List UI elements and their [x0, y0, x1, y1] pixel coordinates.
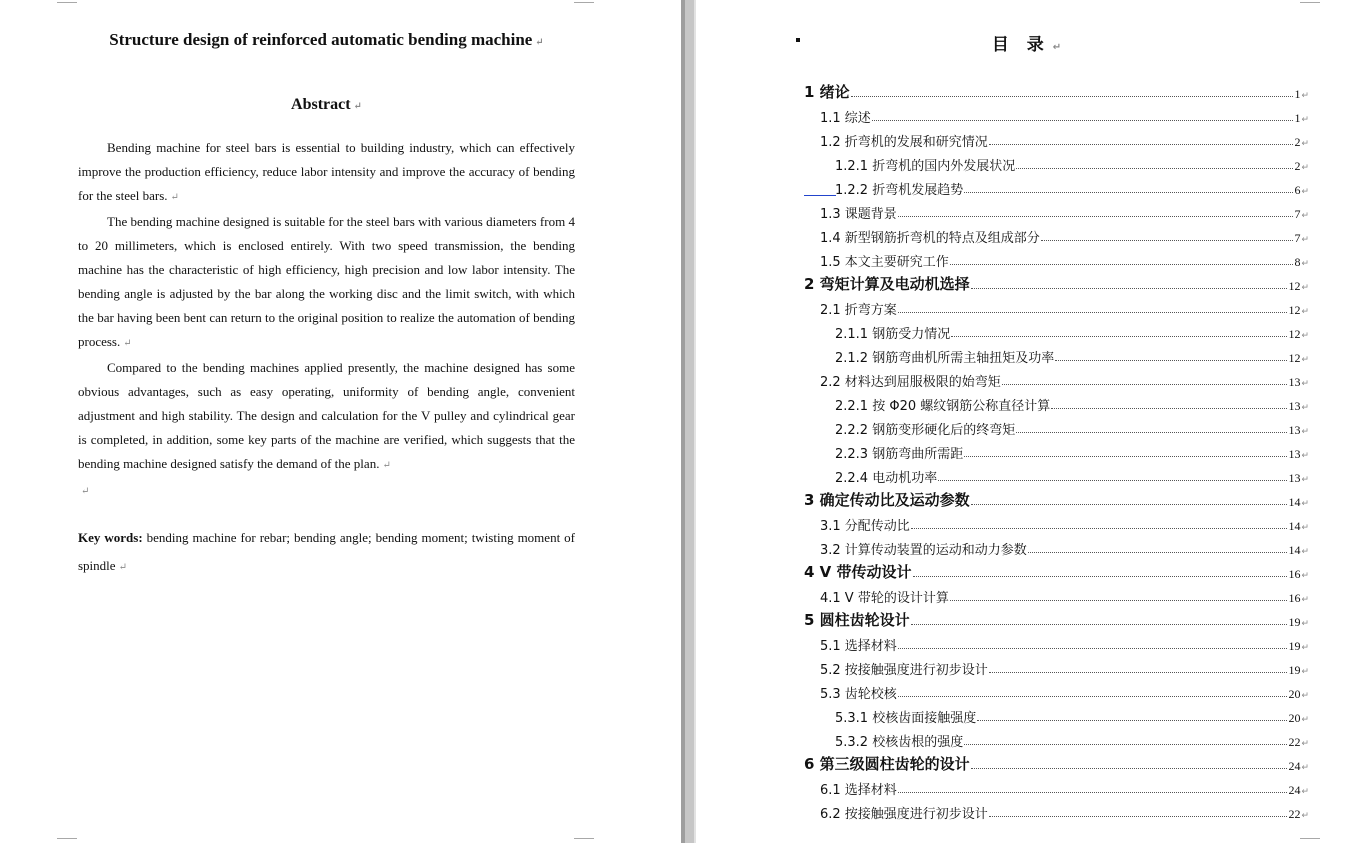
- toc-page-number: 12↵: [1288, 327, 1309, 341]
- toc-leader-dots: [989, 672, 1288, 673]
- keywords: Key words: bending machine for rebar; bending angle; bending moment; twisting moment of spindle ↵: [78, 530, 575, 573]
- toc-page-number: 13↵: [1288, 375, 1309, 389]
- paragraph-mark: ↵: [1301, 546, 1309, 556]
- paragraph-mark: ↵: [1301, 594, 1309, 604]
- toc-page-number: 1↵: [1294, 111, 1309, 125]
- toc-entry[interactable]: [820, 198, 1309, 222]
- paragraph-mark: ↵: [1301, 714, 1309, 724]
- paragraph-mark: ↵: [1301, 738, 1309, 748]
- toc-entry[interactable]: [804, 486, 1309, 510]
- crop-mark: [57, 2, 77, 3]
- toc-leader-dots: [971, 768, 1288, 769]
- toc-entry-text: 1.1 综述: [820, 111, 871, 126]
- paragraph-mark: ↵: [1301, 426, 1309, 436]
- toc-leader-dots: [898, 216, 1294, 217]
- toc-leader-dots: [951, 336, 1287, 337]
- abstract-page: [0, 0, 681, 843]
- toc-entry[interactable]: [835, 438, 1309, 462]
- toc-entry-text: 4 V 带传动设计: [804, 563, 912, 581]
- toc-page-number: 13↵: [1288, 471, 1309, 485]
- toc-page-number: 16↵: [1288, 591, 1309, 605]
- crop-mark: [574, 2, 594, 3]
- text-cursor: [804, 195, 836, 196]
- toc-entry-text: 4.1 V 带轮的设计计算: [820, 591, 949, 606]
- toc-entry[interactable]: [820, 798, 1309, 822]
- toc-leader-dots: [1016, 168, 1293, 169]
- toc-entry-text: 5.3.2 校核齿根的强度: [835, 735, 964, 750]
- toc-entry[interactable]: [820, 582, 1309, 606]
- toc-page-number: 2↵: [1294, 159, 1309, 173]
- paragraph-mark: ↵: [1301, 690, 1309, 700]
- toc-page-number: 22↵: [1288, 807, 1309, 821]
- keywords-text: bending machine for rebar; bending angle; bending moment; twisting moment of spindle: [78, 530, 575, 573]
- toc-entry-text: 5.1 选择材料: [820, 639, 897, 654]
- toc-page-number: 19↵: [1288, 615, 1309, 629]
- toc-entry-text: 2.2.4 电动机功率: [835, 471, 938, 486]
- paragraph-mark: ↵: [1301, 810, 1309, 820]
- paragraph-mark: ↵: [1301, 138, 1309, 148]
- toc-entry[interactable]: [835, 726, 1309, 750]
- paragraph-mark: ↵: [1301, 762, 1309, 772]
- toc-entry[interactable]: [820, 654, 1309, 678]
- toc-leader-dots: [977, 720, 1287, 721]
- toc-entry[interactable]: [835, 174, 1309, 198]
- toc-page-number: 8↵: [1294, 255, 1309, 269]
- toc-page: [696, 0, 1363, 843]
- toc-entry[interactable]: [820, 222, 1309, 246]
- toc-leader-dots: [964, 192, 1293, 193]
- abstract-paragraph: Compared to the bending machines applied presently, the machine designed has some obvious advantages, such as easy operating, uniformity of bending angle, convenient adjustment and high stability. The design and calculation for the V pulley and cylindrical gear is completed, in addition, some key parts of the machine are verified, which suggests that the bending machine designed satisfy the demand of the plan. ↵: [78, 360, 575, 471]
- toc-entry[interactable]: [804, 606, 1309, 630]
- toc-entry-text: 2 弯矩计算及电动机选择: [804, 275, 970, 293]
- paragraph-mark: ↵: [1301, 162, 1309, 172]
- paragraph-mark: ↵: [1301, 570, 1309, 580]
- toc-entry[interactable]: [804, 750, 1309, 774]
- toc-leader-dots: [938, 480, 1287, 481]
- toc-entry-text: 1.4 新型钢筋折弯机的特点及组成部分: [820, 231, 1040, 246]
- toc-entry-text: 5.2 按接触强度进行初步设计: [820, 663, 988, 678]
- paragraph-mark: ↵: [1301, 474, 1309, 484]
- toc-page-number: 24↵: [1288, 783, 1309, 797]
- toc-entry[interactable]: [835, 414, 1309, 438]
- toc-leader-dots: [1041, 240, 1294, 241]
- toc-entry[interactable]: [820, 534, 1309, 558]
- toc-page-number: 19↵: [1288, 663, 1309, 677]
- toc-entry-text: 1.2.1 折弯机的国内外发展状况: [835, 159, 1016, 174]
- toc-page-number: 7↵: [1294, 231, 1309, 245]
- toc-page-number: 13↵: [1288, 447, 1309, 461]
- toc-leader-dots: [964, 456, 1287, 457]
- toc-entry-text: 3 确定传动比及运动参数: [804, 491, 970, 509]
- toc-leader-dots: [971, 504, 1288, 505]
- toc-leader-dots: [872, 120, 1294, 121]
- paragraph-mark: ↵: [1301, 234, 1309, 244]
- toc-entry[interactable]: [820, 510, 1309, 534]
- toc-page-number: 13↵: [1288, 423, 1309, 437]
- toc-leader-dots: [1051, 408, 1287, 409]
- toc-entry[interactable]: [835, 150, 1309, 174]
- paragraph-mark: ↵: [1301, 306, 1309, 316]
- toc-page-number: 16↵: [1288, 567, 1309, 581]
- toc-entry-text: 2.2 材料达到屈服极限的始弯矩: [820, 375, 1001, 390]
- page-gutter: [681, 0, 696, 843]
- toc-entry[interactable]: [804, 558, 1309, 582]
- paragraph-mark: ↵: [1301, 450, 1309, 460]
- toc-page-number: 22↵: [1288, 735, 1309, 749]
- paragraph-mark: ↵: [1301, 618, 1309, 628]
- crop-mark: [57, 838, 77, 839]
- toc-page-number: 12↵: [1288, 351, 1309, 365]
- toc-page-number: 7↵: [1294, 207, 1309, 221]
- toc-page-number: 20↵: [1288, 711, 1309, 725]
- toc-entry[interactable]: [820, 126, 1309, 150]
- toc-entry-text: 2.1.2 钢筋弯曲机所需主轴扭矩及功率: [835, 351, 1055, 366]
- toc-leader-dots: [898, 648, 1288, 649]
- toc-leader-dots: [851, 96, 1294, 97]
- abstract-paragraph: The bending machine designed is suitable for the steel bars with various diameters from 4 to 20 millimeters, which is enclosed entirely. With two speed transmission, the bending machine has the characteristic of high efficiency, high precision and low labor intensity. The bending angle is adjusted by the bar along the working disc and the limit switch, with which the bar having been bent can return to the original position to realize the automation of bending process. ↵: [78, 214, 575, 349]
- toc-entry-text: 6.2 按接触强度进行初步设计: [820, 807, 988, 822]
- toc-leader-dots: [989, 144, 1294, 145]
- paragraph-mark: ↵: [1301, 642, 1309, 652]
- paragraph-mark: ↵: [1301, 210, 1309, 220]
- paragraph-mark: ↵: [1301, 522, 1309, 532]
- toc-entry[interactable]: [820, 774, 1309, 798]
- paragraph-mark: ↵: [1301, 498, 1309, 508]
- toc-leader-dots: [898, 696, 1288, 697]
- abstract-body: [78, 136, 575, 502]
- toc-page-number: 12↵: [1288, 303, 1309, 317]
- keywords-label: Key words:: [78, 530, 143, 545]
- toc-leader-dots: [950, 600, 1288, 601]
- toc-leader-dots: [950, 264, 1294, 265]
- abstract-heading: Abstract ↵: [291, 96, 362, 113]
- paragraph-mark: ↵: [1301, 402, 1309, 412]
- toc-entry-text: 2.1.1 钢筋受力情况: [835, 327, 951, 342]
- toc-leader-dots: [911, 624, 1288, 625]
- toc-entry[interactable]: [835, 318, 1309, 342]
- toc-leader-dots: [989, 816, 1288, 817]
- toc-entry[interactable]: [820, 294, 1309, 318]
- toc-leader-dots: [1016, 432, 1287, 433]
- toc-entry-text: 5 圆柱齿轮设计: [804, 611, 910, 629]
- crop-mark: [574, 838, 594, 839]
- toc-entry[interactable]: [804, 270, 1309, 294]
- toc-page-number: 12↵: [1288, 279, 1309, 293]
- toc-page-number: 2↵: [1294, 135, 1309, 149]
- toc-page-number: 19↵: [1288, 639, 1309, 653]
- paragraph-mark: ↵: [1301, 186, 1309, 196]
- toc-entry[interactable]: [835, 702, 1309, 726]
- paragraph-mark: ↵: [1301, 90, 1309, 100]
- toc-leader-dots: [964, 744, 1287, 745]
- toc-entry[interactable]: [820, 630, 1309, 654]
- toc-page-number: 1↵: [1294, 87, 1309, 101]
- toc-entry-text: 2.2.3 钢筋弯曲所需距: [835, 447, 964, 462]
- toc-entry[interactable]: [835, 342, 1309, 366]
- toc-entry[interactable]: [820, 246, 1309, 270]
- paragraph-mark: ↵: [1301, 330, 1309, 340]
- toc-entry-text: 5.3 齿轮校核: [820, 687, 897, 702]
- document-title: Structure design of reinforced automatic bending machine ↵: [109, 30, 544, 49]
- toc-page-number: 14↵: [1288, 495, 1309, 509]
- crop-mark: [1300, 2, 1320, 3]
- toc-page-number: 20↵: [1288, 687, 1309, 701]
- toc-entry[interactable]: [820, 678, 1309, 702]
- toc-leader-dots: [1028, 552, 1288, 553]
- toc-page-number: 14↵: [1288, 543, 1309, 557]
- empty-paragraph: ↵: [81, 486, 90, 497]
- toc-entry-text: 6.1 选择材料: [820, 783, 897, 798]
- paragraph-mark: ↵: [1301, 114, 1309, 124]
- toc-entry[interactable]: [804, 78, 1309, 102]
- toc-page-number: 14↵: [1288, 519, 1309, 533]
- toc-leader-dots: [911, 528, 1288, 529]
- toc-entry-text: 1.2 折弯机的发展和研究情况: [820, 135, 988, 150]
- toc-entry[interactable]: [820, 366, 1309, 390]
- toc-entry-text: 3.1 分配传动比: [820, 519, 910, 534]
- toc-entry-text: 2.2.2 钢筋变形硬化后的终弯矩: [835, 423, 1016, 438]
- toc-leader-dots: [898, 312, 1288, 313]
- toc-page-number: 6↵: [1294, 183, 1309, 197]
- paragraph-mark: ↵: [1301, 354, 1309, 364]
- toc-leader-dots: [1002, 384, 1288, 385]
- toc-leader-dots: [898, 792, 1288, 793]
- toc-entry-text: 3.2 计算传动装置的运动和动力参数: [820, 543, 1027, 558]
- toc-entry-text: 6 第三级圆柱齿轮的设计: [804, 755, 970, 773]
- toc-leader-dots: [913, 576, 1288, 577]
- toc-entry-text: 2.1 折弯方案: [820, 303, 897, 318]
- toc-entry-text: 1 绪论: [804, 83, 850, 101]
- toc-entry[interactable]: [835, 462, 1309, 486]
- paragraph-mark: ↵: [1301, 786, 1309, 796]
- crop-mark: [1300, 838, 1320, 839]
- toc-leader-dots: [1055, 360, 1287, 361]
- toc-entry-text: 2.2.1 按 Φ20 螺纹钢筋公称直径计算: [835, 399, 1051, 414]
- toc-entry-text: 5.3.1 校核齿面接触强度: [835, 711, 977, 726]
- toc-title: 目 录 ↵: [991, 35, 1068, 55]
- toc-page-number: 24↵: [1288, 759, 1309, 773]
- paragraph-mark: ↵: [1301, 258, 1309, 268]
- paragraph-mark: ↵: [1301, 378, 1309, 388]
- paragraph-mark: ↵: [1301, 282, 1309, 292]
- toc-entry-text: 1.3 课题背景: [820, 207, 897, 222]
- toc-entry-text: 1.2.2 折弯机发展趋势: [835, 183, 964, 198]
- abstract-paragraph: Bending machine for steel bars is essential to building industry, which can effectively improve the production efficiency, reduce labor intensity and improve the accuracy of bending for the steel bars. ↵: [78, 140, 575, 203]
- paragraph-mark: ↵: [1301, 666, 1309, 676]
- toc-entry[interactable]: [820, 102, 1309, 126]
- toc-page-number: 13↵: [1288, 399, 1309, 413]
- toc-entry[interactable]: [835, 390, 1309, 414]
- toc-entry-text: 1.5 本文主要研究工作: [820, 255, 949, 270]
- toc-leader-dots: [971, 288, 1288, 289]
